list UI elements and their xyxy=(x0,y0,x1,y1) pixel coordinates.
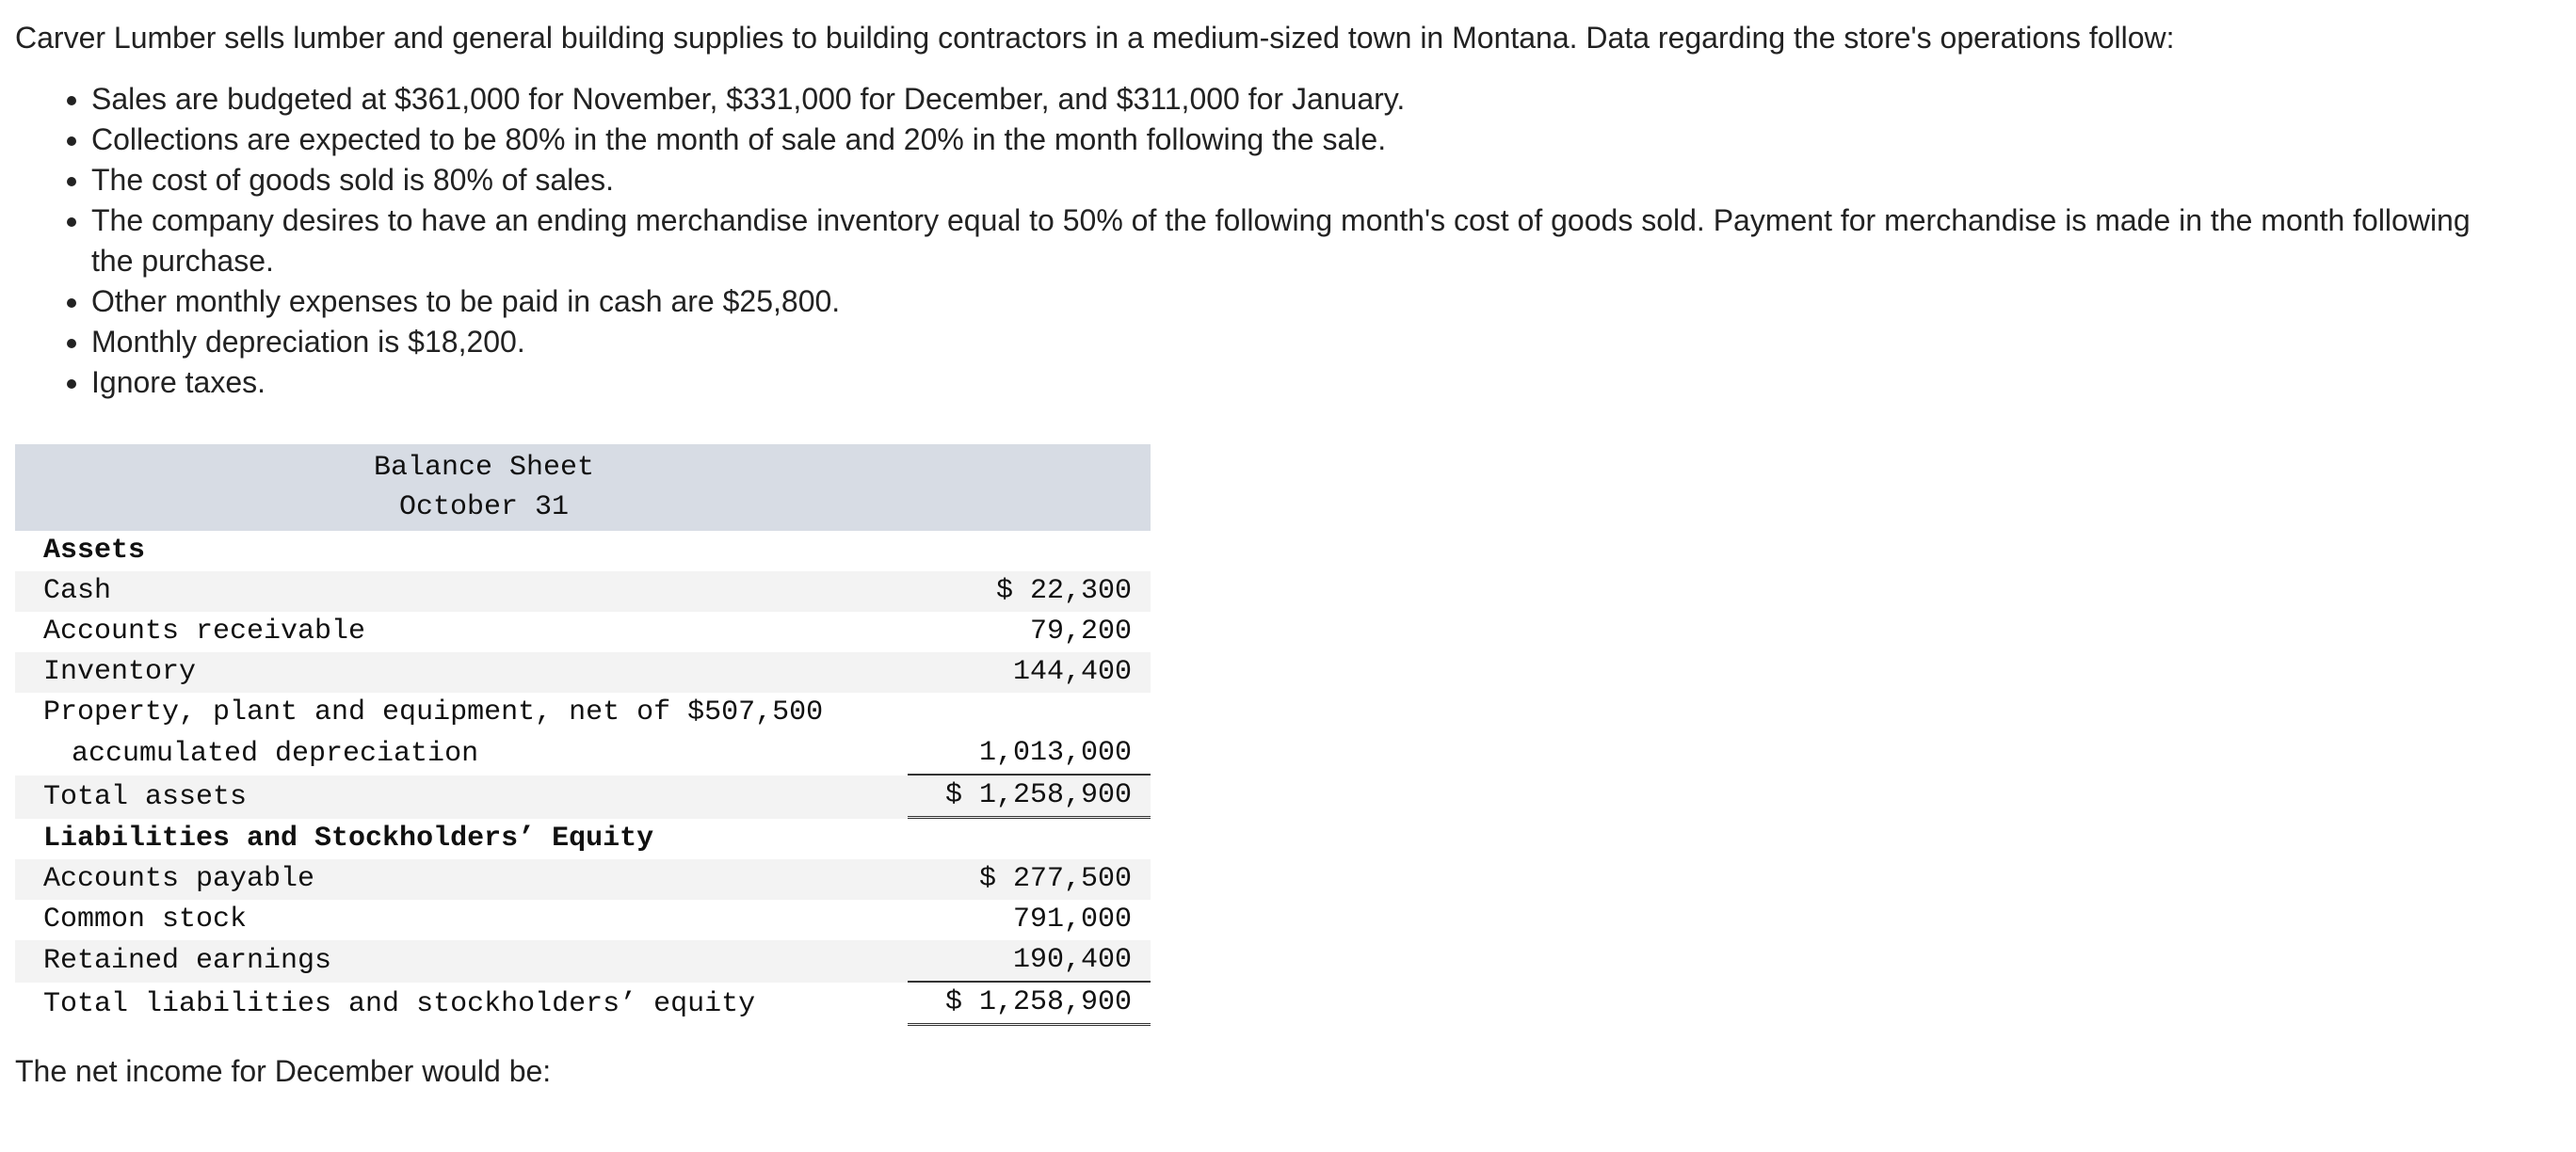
ar-value: 79,200 xyxy=(1029,616,1132,648)
ar-label: Accounts receivable xyxy=(43,616,366,648)
table-row xyxy=(15,531,1151,571)
balance-sheet-title: Balance Sheet xyxy=(373,452,595,484)
fact-depreciation: • Monthly depreciation is $18,200. xyxy=(91,322,2502,362)
total-assets-label: Total assets xyxy=(15,776,908,819)
table-row xyxy=(15,652,1151,693)
table-row xyxy=(15,776,1151,819)
table-row xyxy=(15,571,1151,612)
balance-sheet-header xyxy=(15,444,1151,531)
table-row xyxy=(15,983,1151,1026)
balance-sheet xyxy=(15,444,1151,1026)
table-row xyxy=(15,733,1151,776)
retained-earnings-label: Retained earnings xyxy=(15,940,908,983)
fact-other-expenses: • Other monthly expenses to be paid in cash are $25,800. xyxy=(91,281,2502,322)
table-row xyxy=(15,612,1151,652)
common-stock-label: Common stock xyxy=(43,904,248,936)
ap-label: Accounts payable xyxy=(15,859,908,900)
liabilities-heading: Liabilities and Stockholders’ Equity xyxy=(43,823,654,855)
inventory-label: Inventory xyxy=(15,652,908,693)
fact-collections: • Collections are expected to be 80% in the month of sale and 20% in the month following the sale. xyxy=(91,120,2502,160)
total-liabilities-equity-value: $ 1,258,900 xyxy=(908,983,1151,1026)
fact-sales: • Sales are budgeted at $361,000 for November, $331,000 for December, and $311,000 for January. xyxy=(91,79,2502,120)
balance-sheet-date: October 31 xyxy=(398,491,570,523)
total-liabilities-equity-label: Total liabilities and stockholders’ equity xyxy=(43,987,756,1020)
table-row xyxy=(15,859,1151,900)
inventory-value: 144,400 xyxy=(1012,656,1132,688)
total-assets-value: $ 1,258,900 xyxy=(908,776,1151,819)
cash-value: $ 22,300 xyxy=(995,575,1132,607)
ppe-label-line1: Property, plant and equipment, net of $507,500 xyxy=(43,696,824,728)
table-row xyxy=(15,940,1151,983)
table-row xyxy=(15,693,1151,733)
ap-value: $ 277,500 xyxy=(978,863,1132,895)
facts-list xyxy=(15,79,2561,403)
fact-taxes: • Ignore taxes. xyxy=(91,362,2502,403)
ppe-label-line2: accumulated depreciation xyxy=(72,738,479,770)
fact-inventory-policy: • The company desires to have an ending merchandise inventory equal to 50% of the following month's cost of goods sold. Payment for merchandise is made in the month following the purchase. xyxy=(91,200,2502,281)
fact-cogs: • The cost of goods sold is 80% of sales. xyxy=(91,160,2502,200)
retained-earnings-value: 190,400 xyxy=(908,940,1151,983)
common-stock-value: 791,000 xyxy=(1012,904,1132,936)
assets-heading: Assets xyxy=(43,535,146,567)
table-row xyxy=(15,900,1151,940)
balance-sheet-table xyxy=(15,531,1151,1026)
table-row xyxy=(15,819,1151,859)
cash-label: Cash xyxy=(15,571,908,612)
problem-intro: Carver Lumber sells lumber and general building supplies to building contractors in a medium-sized town in Montana. Data regarding the store's operations follow: xyxy=(15,21,2175,55)
ppe-value: 1,013,000 xyxy=(908,733,1151,776)
question-text: The net income for December would be: xyxy=(15,1054,552,1088)
